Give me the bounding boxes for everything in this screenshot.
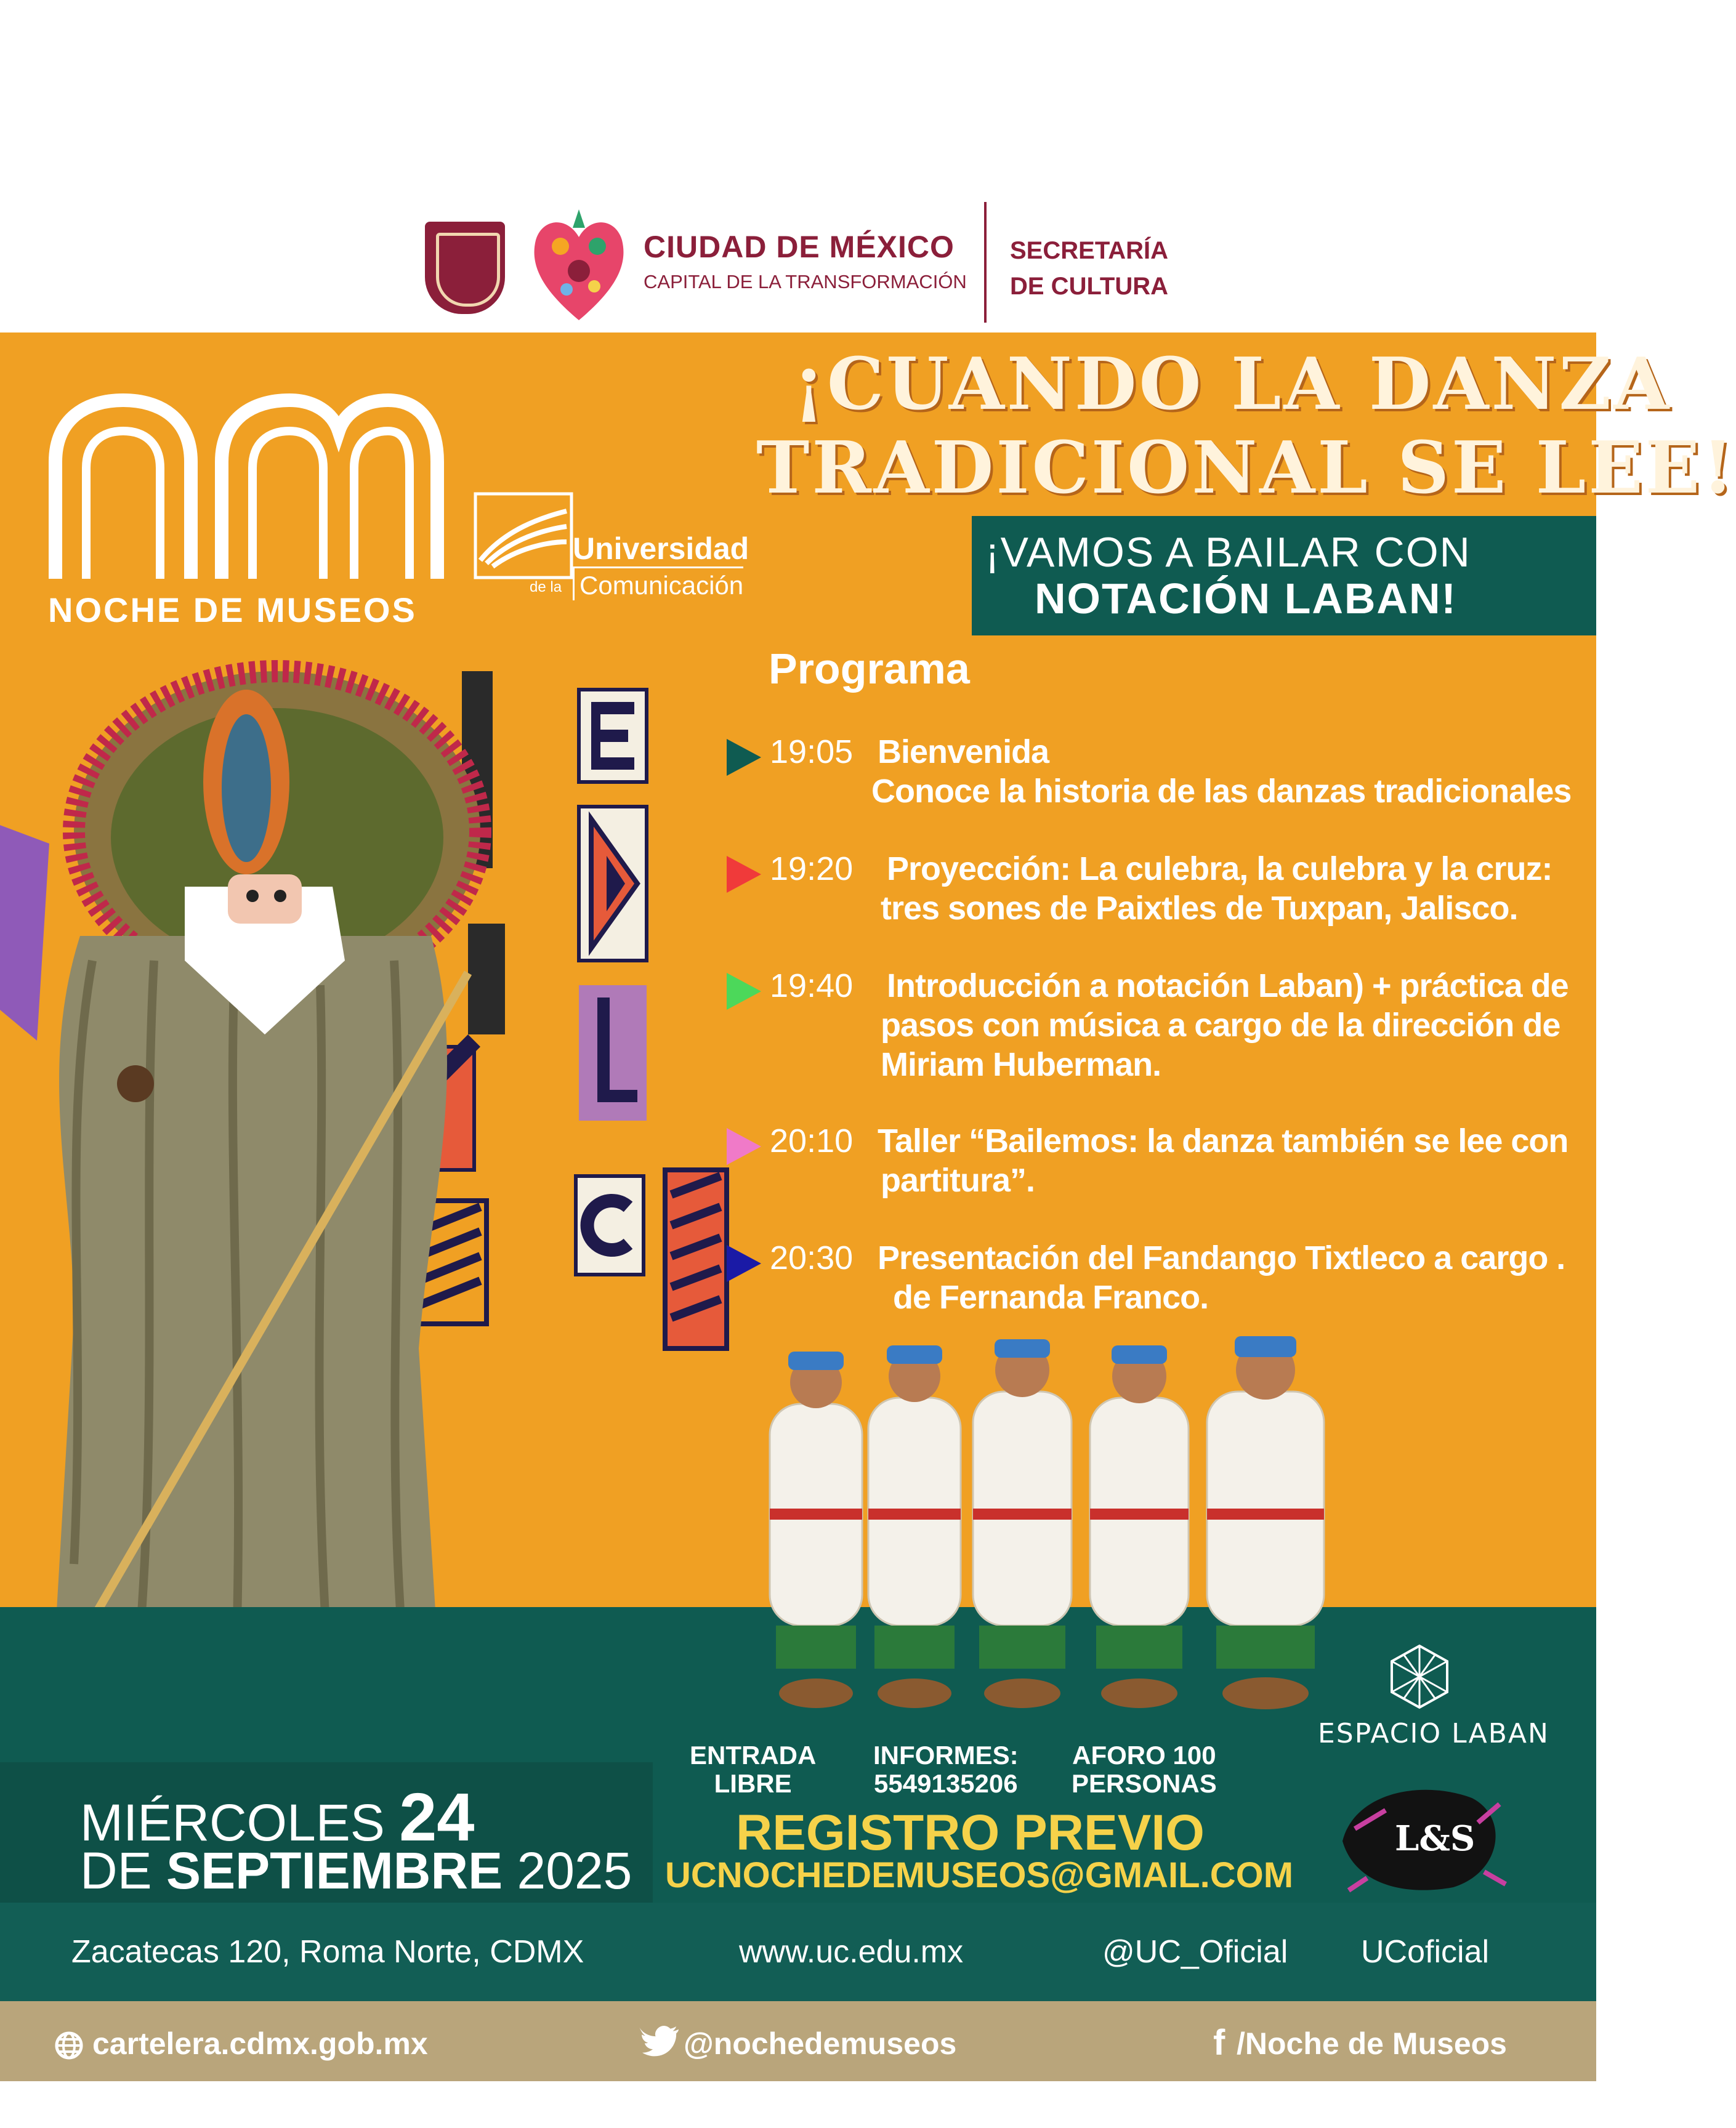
program-time: 19:20	[770, 850, 854, 887]
event-headline	[756, 342, 1736, 510]
informes	[873, 1741, 1019, 1798]
banner-line1: ¡VAMOS A BAILAR CON	[985, 529, 1471, 576]
program-line: Presentación del Fandango Tixtleco a cargo .	[878, 1239, 1565, 1276]
program-line: tres sones de Paixtles de Tuxpan, Jalisco.	[881, 890, 1518, 927]
program-item	[727, 967, 1596, 1090]
heart-logo	[530, 203, 628, 326]
cartelera-link[interactable]: cartelera.cdmx.gob.mx	[92, 2026, 428, 2061]
nm-facebook-link[interactable]: /Noche de Museos	[1237, 2026, 1507, 2061]
programa-title: Programa	[769, 645, 970, 693]
bottom-margin	[0, 2081, 1596, 2128]
program-time: 19:05	[770, 733, 854, 770]
ls-logo-text: L&S	[1395, 1818, 1476, 1859]
espacio-laban-icon	[1386, 1643, 1453, 1711]
twitter-bird-icon	[640, 2026, 680, 2059]
informes-line1: INFORMES:	[873, 1741, 1019, 1770]
event-month-year	[80, 1841, 632, 1901]
ls-logo	[1330, 1773, 1515, 1896]
day-name: MIÉRCOLES	[80, 1794, 385, 1852]
program-line: Bienvenida	[878, 733, 1049, 770]
espacio-laban-label: ESPACIO LABAN	[1318, 1718, 1549, 1749]
play-triangle-icon	[727, 1245, 761, 1282]
program-item	[727, 1122, 1596, 1208]
month: SEPTIEMBRE	[166, 1842, 503, 1900]
program-time: 19:40	[770, 967, 854, 1004]
program-item	[727, 733, 1596, 819]
entrada-line1: ENTRADA	[690, 1741, 817, 1770]
uc-dela: de la	[530, 579, 562, 595]
uc-bird-icon	[474, 493, 573, 579]
year: 2025	[517, 1842, 632, 1900]
program-time: 20:10	[770, 1122, 854, 1159]
noche-de-museos-logo	[43, 388, 443, 585]
city-subtitle: CAPITAL DE LA TRANSFORMACIÓN	[644, 271, 967, 292]
address: Zacatecas 120, Roma Norte, CDMX	[71, 1934, 584, 1970]
program-line: Conoce la historia de las danzas tradicionales	[871, 773, 1572, 810]
registration-email: UCNOCHEDEMUSEOS@GMAIL.COM	[665, 1855, 1294, 1895]
headline-line2: TRADICIONAL SE LEE!	[756, 426, 1736, 510]
entrada-line2: LIBRE	[714, 1769, 792, 1798]
program-line: Miriam Huberman.	[881, 1046, 1161, 1083]
program-line: Proyección: La culebra, la culebra y la cruz:	[887, 850, 1552, 887]
dancers-photo	[745, 1324, 1398, 1718]
day-number: 24	[399, 1779, 475, 1855]
uc-twitter-link[interactable]: @UC_Oficial	[1102, 1934, 1288, 1970]
headline-line1: ¡CUANDO LA DANZA	[793, 342, 1672, 426]
cdmx-shield-logo	[425, 222, 505, 314]
secretaria-line2: DE CULTURA	[1010, 273, 1169, 300]
aforo	[1072, 1741, 1217, 1798]
informes-phone: 5549135206	[874, 1769, 1018, 1798]
program-line: Taller “Bailemos: la danza también se lee con	[878, 1122, 1568, 1159]
entrada-libre	[690, 1741, 816, 1798]
program-line: partitura”.	[881, 1162, 1035, 1199]
play-triangle-icon	[727, 1128, 761, 1165]
secretaria-cultura	[1010, 233, 1168, 304]
program-line: de Fernanda Franco.	[893, 1279, 1209, 1316]
program-item	[727, 1239, 1596, 1325]
banner-line2: NOTACIÓN LABAN!	[1035, 574, 1457, 623]
website-link[interactable]: www.uc.edu.mx	[739, 1934, 964, 1970]
month-prefix: DE	[80, 1842, 152, 1900]
uc-universidad: Universidad	[573, 531, 749, 566]
aforo-line2: PERSONAS	[1072, 1769, 1217, 1798]
header-divider	[984, 202, 987, 323]
program-time: 20:30	[770, 1239, 854, 1276]
play-triangle-icon	[727, 856, 761, 893]
nm-twitter-link[interactable]: @nochedemuseos	[684, 2026, 957, 2061]
globe-icon	[54, 2031, 84, 2060]
secretaria-line1: SECRETARÍA	[1010, 237, 1169, 264]
uc-facebook-link[interactable]: UCoficial	[1361, 1934, 1490, 1970]
city-title: CIUDAD DE MÉXICO	[644, 230, 955, 264]
uc-comunicacion: Comunicación	[573, 566, 743, 600]
facebook-icon: f	[1213, 2023, 1225, 2063]
noche-de-museos-label: NOCHE DE MUSEOS	[48, 590, 417, 629]
program-item	[727, 850, 1596, 936]
play-triangle-icon	[727, 739, 761, 776]
registro-previo: REGISTRO PREVIO	[736, 1805, 1205, 1861]
program-line: pasos con música a cargo de la dirección de	[881, 1007, 1560, 1044]
aforo-line1: AFORO 100	[1072, 1741, 1216, 1770]
program-line: Introducción a notación Laban) + práctica de	[887, 967, 1568, 1004]
play-triangle-icon	[727, 973, 761, 1010]
